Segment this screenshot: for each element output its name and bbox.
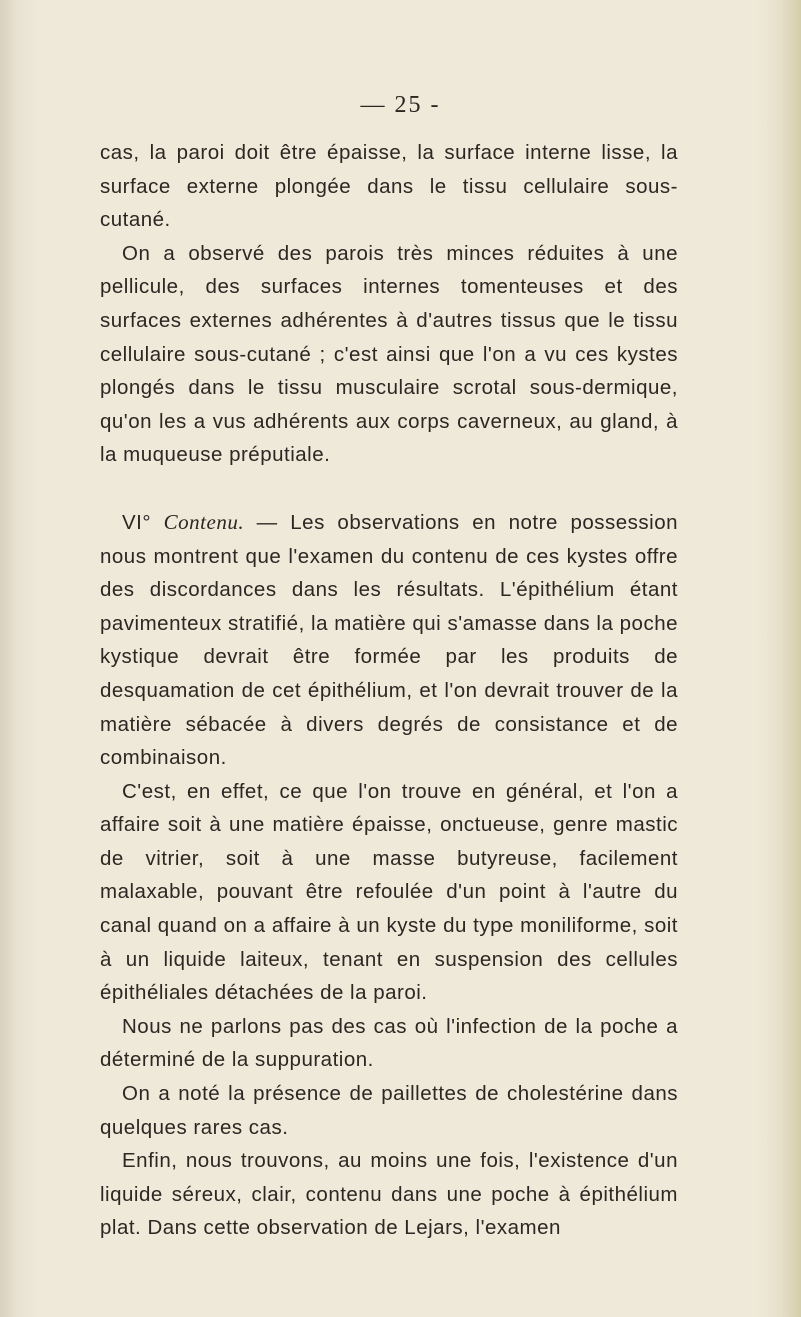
paragraph-continuation: cas, la paroi doit être épaisse, la surface interne lisse, la surface externe plongée dans le tissu cellulaire sous-cutané. [100, 141, 678, 232]
paragraph-infection: Nous ne parlons pas des cas où l'infection de la poche a déterminé de la suppuration. [100, 1014, 678, 1072]
paragraph-cholesterin: On a noté la présence de paillettes de cholestérine dans quelques rares cas. [100, 1082, 678, 1139]
section-text: — Les observations en notre possession nous montrent que l'examen du contenu de ces kystes offre des discordances dans les résultats. L'épithélium étant pavimenteux stratifié, la matière qui s'amasse dans la poche kystique devrait être formée par les produits de desquamation de cet épithélium, et l'on devrait trouver de la matière sébacée à divers degrés de consistance et de combinaison. [100, 510, 679, 770]
paragraph-walls: On a observé des parois très minces réduites à une pellicule, des surfaces internes tomenteuses et des surfaces externes adhérentes à d'autres tissus que le tissu cellulaire sous-cutané ; c'est ainsi que l'on a vu ces kystes plongés dans le tissu musculaire scrotal sous-dermique, qu'on les a vus adhérents aux corps caverneux, au gland, à la muqueuse préputiale. [100, 241, 678, 467]
paragraph-section-contenu [100, 506, 678, 775]
section-title: Contenu. [163, 509, 245, 534]
body-text [100, 136, 678, 1245]
page-number-header: — 25 - [360, 92, 441, 118]
paragraph-serous-liquid: Enfin, nous trouvons, au moins une fois, l'existence d'un liquide séreux, clair, contenu dans une poche à épithélium plat. Dans cette observation de Lejars, l'examen [100, 1149, 678, 1240]
section-number: VI° [122, 510, 164, 534]
paragraph-general-finding: C'est, en effet, ce que l'on trouve en général, et l'on a affaire soit à une matière épaisse, onctueuse, genre mastic de vitrier, soit à une masse butyreuse, facilement malaxable, pouvant être refoulée d'un point à l'autre du canal quand on a affaire à un kyste du type moniliforme, soit à un liquide laiteux, tenant en suspension des cellules épithéliales détachées de la paroi. [100, 779, 678, 1005]
